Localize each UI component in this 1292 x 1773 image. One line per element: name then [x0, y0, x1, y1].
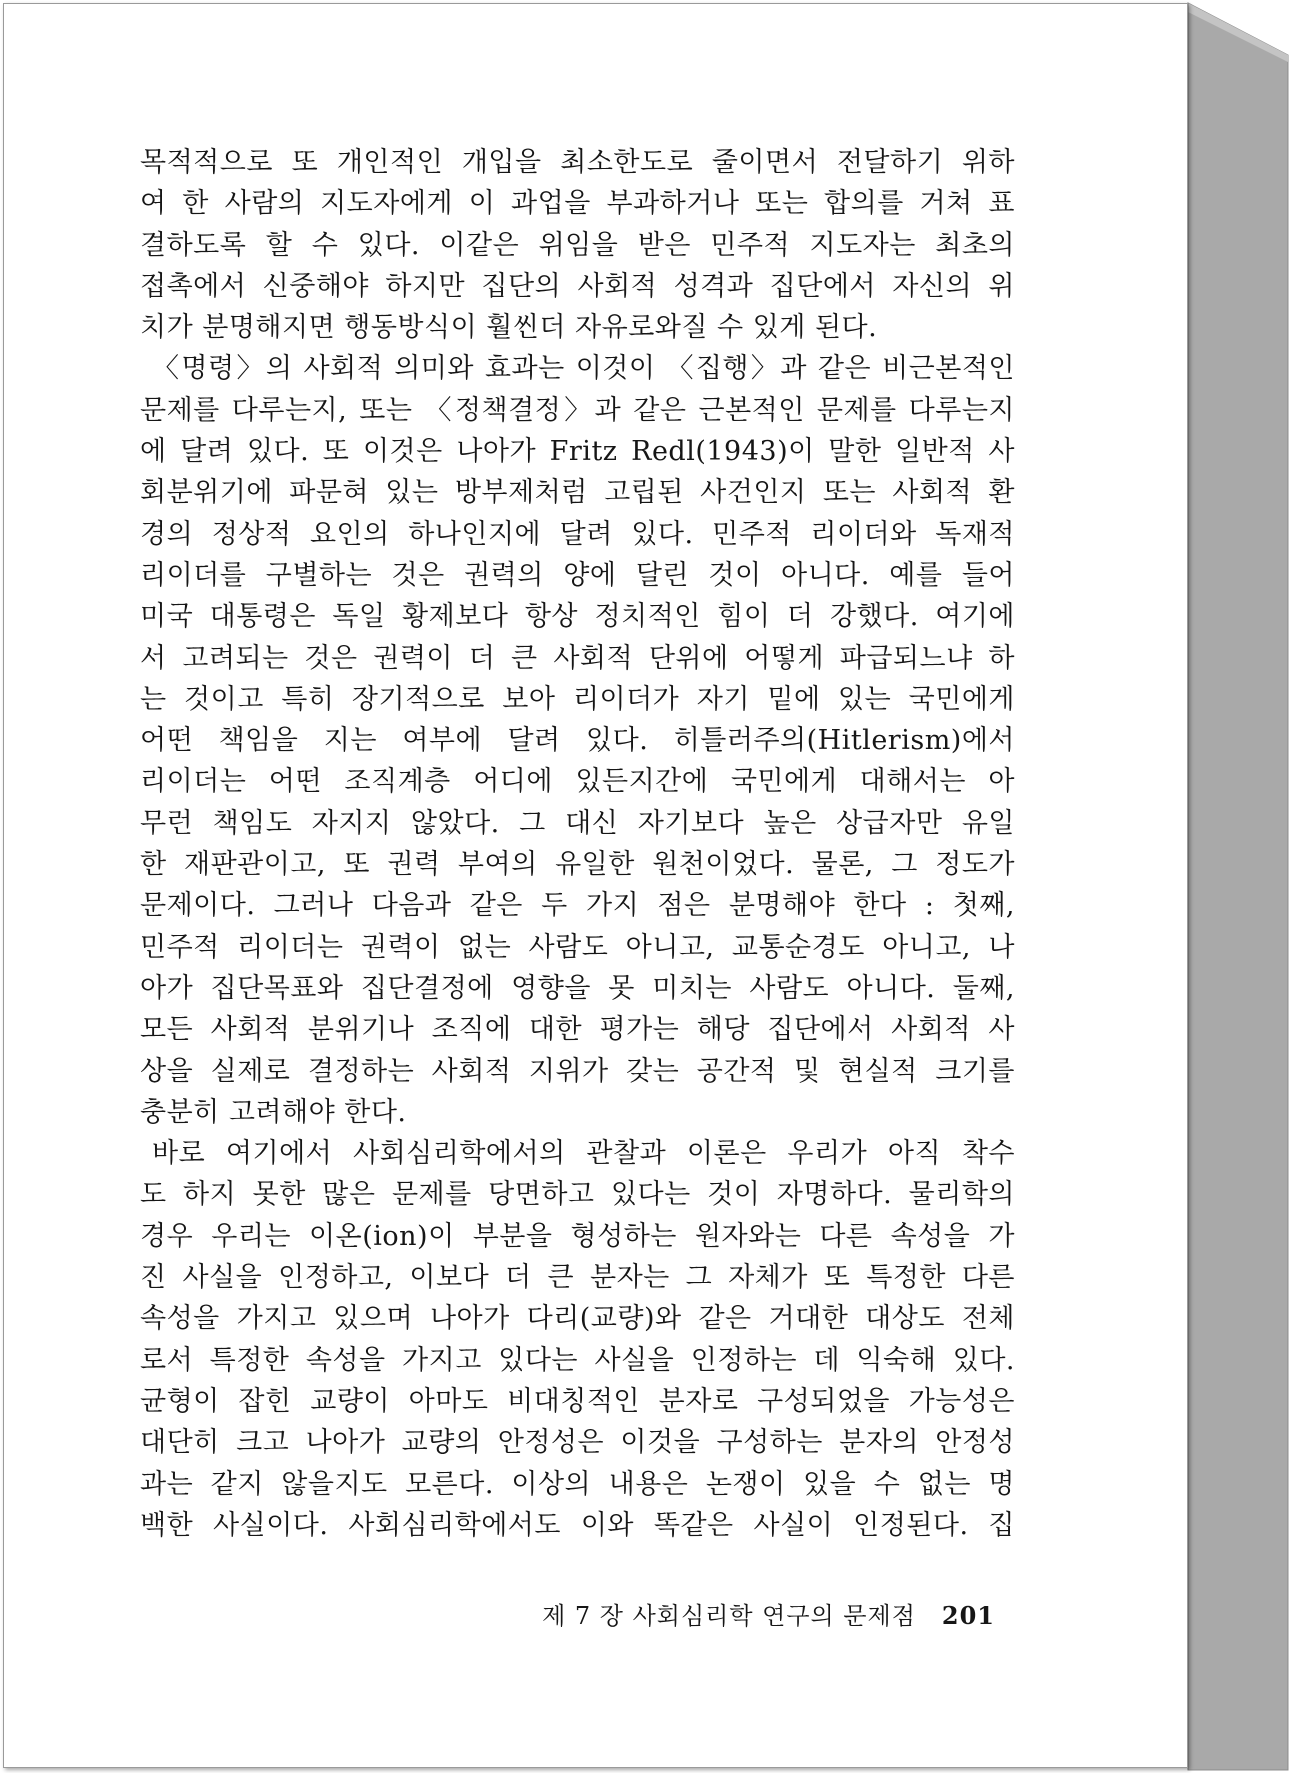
text-line: 속성을 가지고 있으며 나아가 다리(교량)와 같은 거대한 대상도 전체	[140, 1303, 1015, 1335]
text-line: 리이더를 구별하는 것은 권력의 양에 달린 것이 아니다. 예를 들어	[140, 559, 1015, 591]
text-line: 문제이다. 그러나 다음과 같은 두 가지 점은 분명해야 한다 : 첫째,	[140, 890, 1015, 922]
text-line: 진 사실을 인정하고, 이보다 더 큰 분자는 그 자체가 또 특정한 다른	[140, 1262, 1015, 1294]
text-line: 무런 책임도 자지지 않았다. 그 대신 자기보다 높은 상급자만 유일	[140, 807, 1015, 839]
text-line: 경우 우리는 이온(ion)이 부분을 형성하는 원자와는 다른 속성을 가	[140, 1220, 1015, 1252]
text-line: 회분위기에 파문혀 있는 방부제처럼 고립된 사건인지 또는 사회적 환	[140, 477, 1015, 509]
text-line: 서 고려되는 것은 권력이 더 큰 사회적 단위에 어떻게 파급되느냐 하	[140, 642, 1015, 674]
text-line: 어떤 책임을 지는 여부에 달려 있다. 히틀러주의(Hitlerism)에서	[140, 725, 1015, 757]
text-line: 여 한 사람의 지도자에게 이 과업을 부과하거나 또는 합의를 거쳐 표	[140, 188, 1015, 220]
text-line: 로서 특정한 속성을 가지고 있다는 사실을 인정하는 데 익숙해 있다.	[140, 1344, 1015, 1376]
text-line: 치가 분명해지면 행동방식이 훨씬더 자유로와질 수 있게 된다.	[140, 312, 878, 344]
text-line: 대단히 크고 나아가 교량의 안정성은 이것을 구성하는 분자의 안정성	[140, 1427, 1015, 1459]
page-number: 201	[941, 1601, 995, 1630]
text-line: 바로 여기에서 사회심리학에서의 관찰과 이론은 우리가 아직 착수	[152, 1138, 1015, 1170]
text-line: 접촉에서 신중해야 하지만 집단의 사회적 성격과 집단에서 자신의 위	[140, 270, 1015, 302]
text-line: 결하도록 할 수 있다. 이같은 위임을 받은 민주적 지도자는 최초의	[140, 229, 1015, 261]
text-line: 모든 사회적 분위기나 조직에 대한 평가는 해당 집단에서 사회적 사	[140, 1014, 1015, 1046]
text-line: 백한 사실이다. 사회심리학에서도 이와 똑같은 사실이 인정된다. 집	[140, 1509, 1015, 1541]
text-line: 〈명령〉의 사회적 의미와 효과는 이것이 〈집행〉과 같은 비근본적인	[152, 353, 1015, 385]
text-line: 민주적 리이더는 권력이 없는 사람도 아니고, 교통순경도 아니고, 나	[140, 931, 1015, 963]
text-line: 목적적으로 또 개인적인 개입을 최소한도로 줄이면서 전달하기 위하	[140, 147, 1015, 178]
page-footer	[520, 1596, 995, 1631]
text-line: 상을 실제로 결정하는 사회적 지위가 갖는 공간적 및 현실적 크기를	[140, 1055, 1015, 1087]
page-body-text	[140, 142, 1015, 1546]
text-line: 경의 정상적 요인의 하나인지에 달려 있다. 민주적 리이더와 독재적	[140, 518, 1015, 550]
text-line: 문제를 다루는지, 또는 〈정책결정〉과 같은 근본적인 문제를 다루는지	[140, 394, 1015, 426]
text-line: 도 하지 못한 많은 문제를 당면하고 있다는 것이 자명하다. 물리학의	[140, 1179, 1015, 1211]
text-line: 리이더는 어떤 조직계층 어디에 있든지간에 국민에게 대해서는 아	[140, 766, 1015, 798]
text-line: 는 것이고 특히 장기적으로 보아 리이더가 자기 밑에 있는 국민에게	[140, 683, 1015, 715]
text-line: 아가 집단목표와 집단결정에 영향을 못 미치는 사람도 아니다. 둘째,	[140, 972, 1015, 1004]
text-line: 미국 대통령은 독일 황제보다 항상 정치적인 힘이 더 강했다. 여기에	[140, 601, 1015, 633]
text-line: 충분히 고려해야 한다.	[140, 1096, 407, 1128]
text-line: 과는 같지 않을지도 모른다. 이상의 내용은 논쟁이 있을 수 없는 명	[140, 1468, 1015, 1500]
text-line: 균형이 잡힌 교량이 아마도 비대칭적인 분자로 구성되었을 가능성은	[140, 1385, 1015, 1417]
text-line: 에 달려 있다. 또 이것은 나아가 Fritz Redl(1943)이 말한 일반적 사	[140, 436, 1015, 468]
chapter-title: 제 7 장 사회심리학 연구의 문제점	[542, 1602, 916, 1630]
text-line: 한 재판관이고, 또 권력 부여의 유일한 원천이었다. 물론, 그 정도가	[140, 849, 1015, 881]
